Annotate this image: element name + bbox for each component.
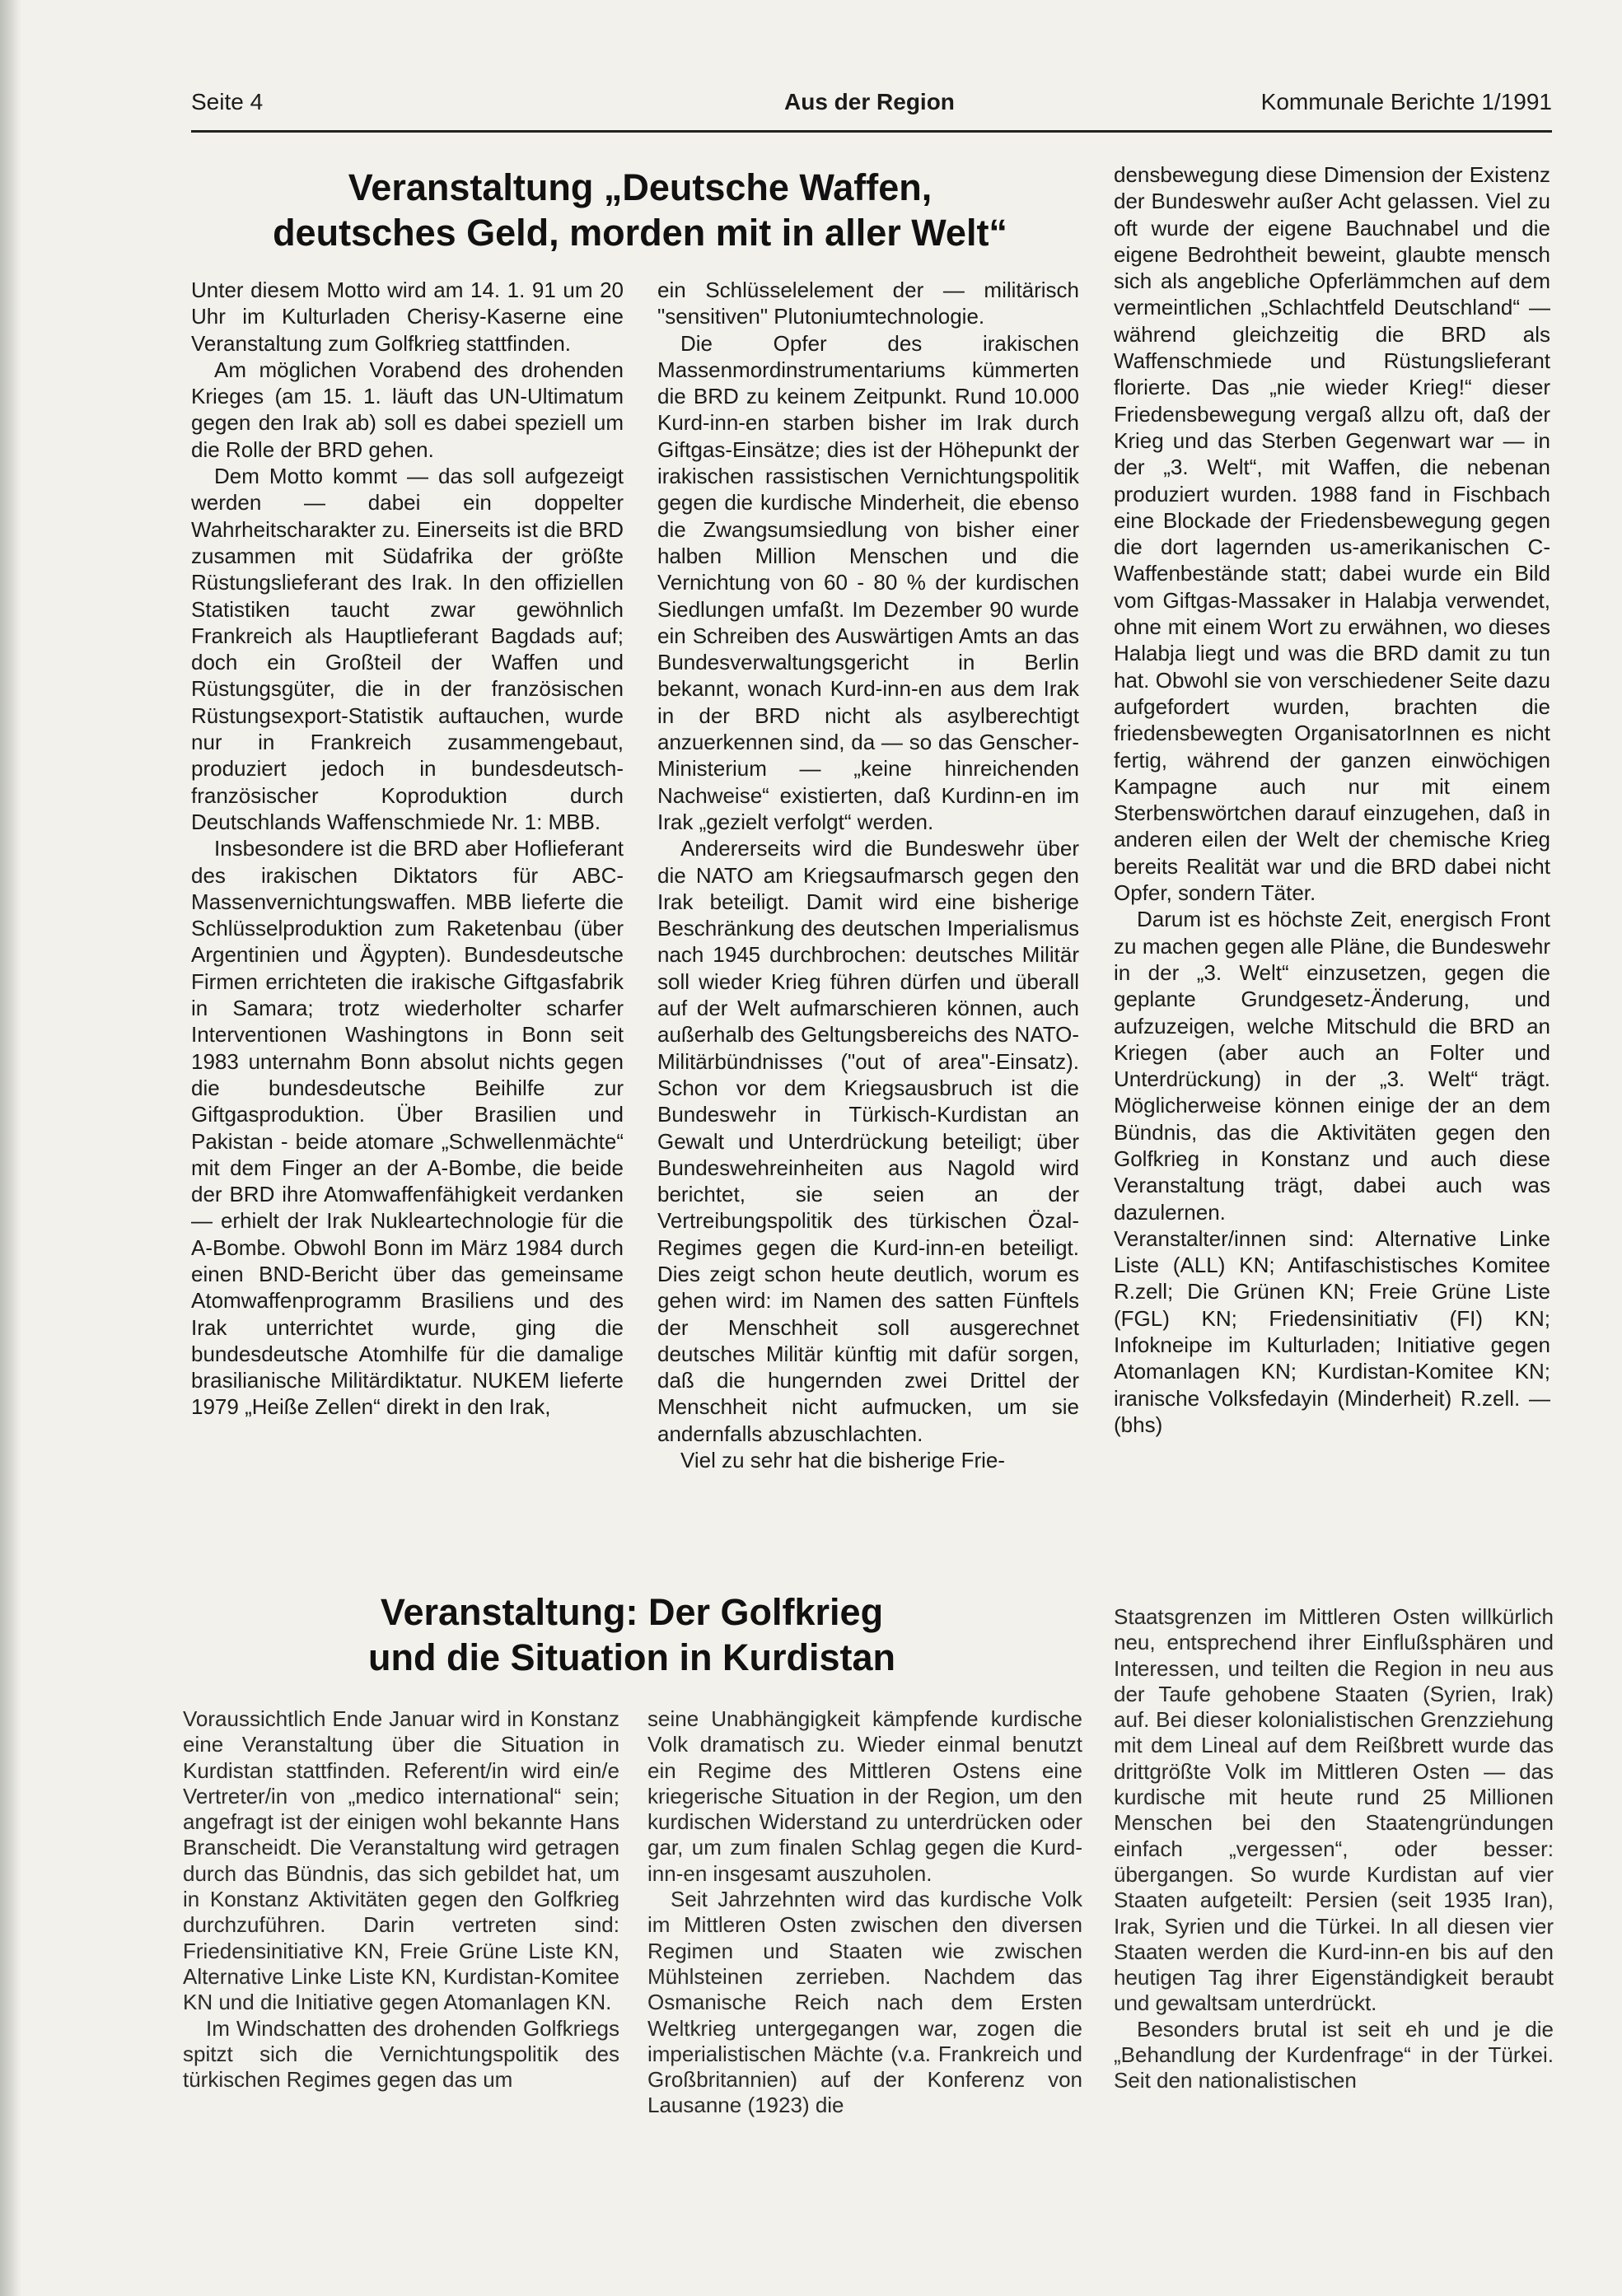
headline-line-2: und die Situation in Kurdistan [368, 1636, 895, 1678]
page-header [191, 89, 1552, 130]
paragraph: Die Opfer des irakischen Massenmordinstrumentariums kümmerten die BRD zu keinem Zeitpunkt. Rund 10.000 Kurd-inn-en starben bisher im Irak durch Giftgas-Einsätze; dies ist der Höhepunkt der irakischen rassistischen Vernichtungspolitik gegen die kurdische Minderheit, die ebenso die Zwangsumsiedlung von bisher einer halben Million Menschen und die Vernichtung von 60 - 80 % der kurdischen Siedlungen umfaßt. Im Dezember 90 wurde ein Schreiben des Auswärtigen Amts an das Bundesverwaltungsgericht in Berlin bekannt, wonach Kurd-inn-en aus dem Irak in der BRD nicht als asylberechtigt anzuerkennen sind, da — so das Genscher-Ministerium — „keine hinreichenden Nachweise“ existierten, daß Kurdinn-en im Irak „gezielt verfolgt“ werden. [657, 330, 1079, 834]
headline-line-2: deutsches Geld, morden mit in aller Welt“ [273, 212, 1007, 254]
paragraph: Staatsgrenzen im Mittleren Osten willkürlich neu, entsprechend ihrer Einflußsphären und Interessen, und teilten die Region in neu aus der Taufe gehobene Staaten (Syrien, Irak) auf. Bei dieser kolonialistischen Grenzziehung mit dem Lineal auf dem Reißbrett wurde das drittgrößte Volk im Mittleren Osten — das kurdische mit heute rund 25 Millionen Menschen bei den Staatengründungen einfach „vergessen“, oder besser: übergangen. So wurde Kurdistan auf vier Staaten aufgeteilt: Persien (seit 1935 Iran), Irak, Syrien und die Türkei. In all diesen vier Staaten werden die Kurd-inn-en bis auf den heutigen Tag ihrer Eigenständigkeit beraubt und gewaltsam unterdrückt. [1114, 1604, 1554, 2016]
page-number: Seite 4 [191, 89, 264, 114]
paragraph: Andererseits wird die Bundeswehr über die NATO am Kriegsaufmarsch gegen den Irak beteiligt. Damit wird eine bisherige Beschränkung des deutschen Imperialismus nach 1945 durchbrochen: deutsches Militär soll wieder Krieg führen dürfen und überall auf der Welt aufmarschieren können, auch außerhalb des Geltungsbereichs des NATO-Militärbündnisses ("out of area"-Einsatz). Schon vor dem Kriegsausbruch ist die Bundeswehr in Türkisch-Kurdistan an Gewalt und Unterdrückung beteiligt; über Bundeswehreinheiten aus Nagold wird berichtet, sie seien an der Vertreibungspolitik des türkischen Özal-Regimes gegen die Kurd-inn-en beteiligt. Dies zeigt schon heute deutlich, worum es gehen wird: im Namen des satten Fünftels der Menschheit soll ausgerechnet deutsches Militär künftig mit dafür sorgen, daß die hungernden zwei Drittel der Menschheit nicht aufmucken, um sie andernfalls abzuschlachten. [657, 836, 1079, 1446]
paragraph: Dem Motto kommt — das soll aufgezeigt werden — dabei ein doppelter Wahrheitscharakter zu. Einerseits ist die BRD zusammen mit Südafrika der größte Rüstungslieferant des Irak. In den offiziellen Statistiken taucht zwar gewöhnlich Frankreich als Hauptlieferant Bagdads auf; doch ein Großteil der Waffen und Rüstungsgüter, die in der französischen Rüstungsexport-Statistik auftauchen, wurde nur in Frankreich zusammengebaut, produziert jedoch in bundesdeutsch-französischer Koproduktion durch Deutschlands Waffenschmiede Nr. 1: MBB. [191, 464, 624, 834]
paragraph: ein Schlüsselelement der — militärisch "sensitiven" Plutoniumtechnologie. [657, 278, 1079, 329]
paragraph: Darum ist es höchste Zeit, energisch Front zu machen gegen alle Pläne, die Bundeswehr in der „3. Welt“ einzusetzen, gegen die geplante Grundgesetz-Änderung, und aufzuzeigen, welche Mitschuld die BRD an Kriegen (aber auch an Folter und Unterdrückung) in der „3. Welt“ trägt. Möglicherweise können einige der an dem Bündnis, das die Aktivitäten gegen den Golfkrieg in Konstanz und auch diese Veranstaltung trägt, dabei auch was dazulernen. [1114, 907, 1550, 1225]
paragraph: Insbesondere ist die BRD aber Hoflieferant des irakischen Diktators für ABC-Massenvernichtungswaffen. MBB lieferte die Schlüsselproduktion zum Raketenbau (über Argentinien und Ägypten). Bundesdeutsche Firmen errichteten die irakische Giftgasfabrik in Samara; trotz wiederholter scharfer Interventionen Washingtons in Bonn seit 1983 unternahm Bonn absolut nichts gegen die bundesdeutsche Beihilfe zur Giftgasproduktion. Über Brasilien und Pakistan - beide atomare „Schwellenmächte“ mit dem Finger an der A-Bombe, die beide der BRD ihre Atomwaffenfähigkeit verdanken — erhielt der Irak Nukleartechnologie für die A-Bombe. Obwohl Bonn im März 1984 durch einen BND-Bericht über das gemeinsame Atomwaffenprogramm Brasiliens und des Irak unterrichtet wurde, ging die bundesdeutsche Atomhilfe für die damalige brasilianische Militärdiktatur. NUKEM lieferte 1979 „Heiße Zellen“ direkt in den Irak, [191, 836, 624, 1420]
organizers-paragraph: Veranstalter/innen sind: Alternative Linke Liste (ALL) KN; Antifaschistisches Komitee R.zell; Die Grünen KN; Freie Grüne Liste (FGL) KN; Friedensinitiativ (FI) KN; Infokneipe im Kulturladen; Initiative gegen Atomanlagen KN; Kurdistan-Komitee KN; iranische Volksfedayin (Minderheit) R.zell. — (bhs) [1114, 1225, 1550, 1437]
headline-line-1: Veranstaltung „Deutsche Waffen, [348, 166, 933, 208]
headline-line-1: Veranstaltung: Der Golfkrieg [380, 1591, 884, 1633]
publication-issue: Kommunale Berichte 1/1991 [1260, 89, 1552, 114]
paragraph: Am möglichen Vorabend des drohenden Krieges (am 15. 1. läuft das UN-Ultimatum gegen den Irak ab) soll es dabei speziell um die Rolle der BRD gehen. [191, 357, 624, 462]
paragraph: densbewegung diese Dimension der Existenz der Bundeswehr außer Acht gelassen. Viel zu oft wurde der eigene Bauchnabel und die eigene Bedrohtheit beweint, glaubte mensch sich als angebliche Opferlämmchen auf dem vermeintlichen „Schlachtfeld Deutschland“ — während gleichzeitig die BRD als Waffenschmiede und Rüstungslieferant florierte. Das „nie wieder Krieg!“ dieser Friedensbewegung vergaß allzu oft, daß der Krieg und das Sterben Gegenwart war — in der „3. Welt“, mit Waffen, die nebenan produziert wurden. 1988 fand in Fischbach eine Blockade der Friedensbewegung gegen die dort lagernden us-amerikanischen C-Waffenbestände statt; dabei wurde ein Bild vom Giftgas-Massaker in Halabja verwendet, ohne mit einem Wort zu erwähnen, wo dieses Halabja liegt und was die BRD damit zu tun hat. Obwohl sie von verschiedener Seite dazu aufgefordert wurden, brachten die friedensbewegten OrganisatorInnen es nicht fertig, während der ganzen einwöchigen Kampagne auch nur mit einem Sterbenswörtchen darauf einzugehen, daß in anderen eilen der Welt der chemische Krieg bereits Realität war und die BRD dabei nicht Opfer, sondern Täter. [1114, 162, 1550, 906]
paragraph: Viel zu sehr hat die bisherige Frie- [680, 1448, 1006, 1473]
paragraph: Voraussichtlich Ende Januar wird in Konstanz eine Veranstaltung über die Situation in Kurdistan stattfinden. Referent/in wird ein/e Vertreter/in von „medico international“ sein; angefragt ist der einigen wohl bekannte Hans Branscheidt. Die Veranstaltung wird getragen durch das Bündnis, das sich gebildet hat, um in Konstanz Aktivitäten gegen den Golfkrieg durchzuführen. Darin vertreten sind: Friedensinitiative KN, Freie Grüne Liste KN, Alternative Linke Liste KN, Kurdistan-Komitee KN und die Initiative gegen Atomanlagen KN. [183, 1706, 619, 2015]
article-kurdistan-column-2 [647, 1706, 1082, 2184]
paragraph: seine Unabhängigkeit kämpfende kurdische Volk dramatisch zu. Wieder einmal benutzt ein Regime des Mittleren Ostens eine kriegerische Situation in der Region, um den kurdischen Widerstand zu unterdrücken oder gar, um zum finalen Schlag gegen die Kurd-inn-en insgesamt auszuholen. [647, 1706, 1082, 1886]
paragraph: Besonders brutal ist seit eh und je die „Behandlung der Kurdenfrage“ in der Türkei. Seit den nationalistischen [1114, 2016, 1554, 2093]
scan-edge-shadow [0, 0, 21, 2296]
paragraph: Unter diesem Motto wird am 14. 1. 91 um 20 Uhr im Kulturladen Cherisy-Kaserne eine Veranstaltung zum Golfkrieg stattfinden. [191, 278, 624, 356]
paragraph: Seit Jahrzehnten wird das kurdische Volk im Mittleren Osten zwischen den diversen Regimen und Staaten wie zwischen Mühlsteinen zerrieben. Nachdem das Osmanische Reich nach dem Ersten Weltkrieg untergegangen war, zogen die imperialistischen Mächte (v.a. Frankreich und Großbritannien) auf der Konferenz von Lausanne (1923) die [647, 1887, 1082, 2118]
header-rule [191, 130, 1552, 133]
article-kurdistan-column-3 [1114, 1604, 1554, 2185]
article-weapons-headline [191, 165, 1089, 255]
article-weapons-column-2 [657, 277, 1079, 1582]
article-kurdistan-column-1 [183, 1706, 619, 2184]
article-weapons-column-3 [1114, 161, 1550, 1582]
section-title: Aus der Region [784, 89, 955, 114]
article-kurdistan-headline [183, 1589, 1081, 1680]
article-weapons-column-1 [191, 277, 624, 1582]
paragraph: Im Windschatten des drohenden Golfkriegs spitzt sich die Vernichtungspolitik des türkischen Regimes gegen das um [183, 2015, 619, 2093]
